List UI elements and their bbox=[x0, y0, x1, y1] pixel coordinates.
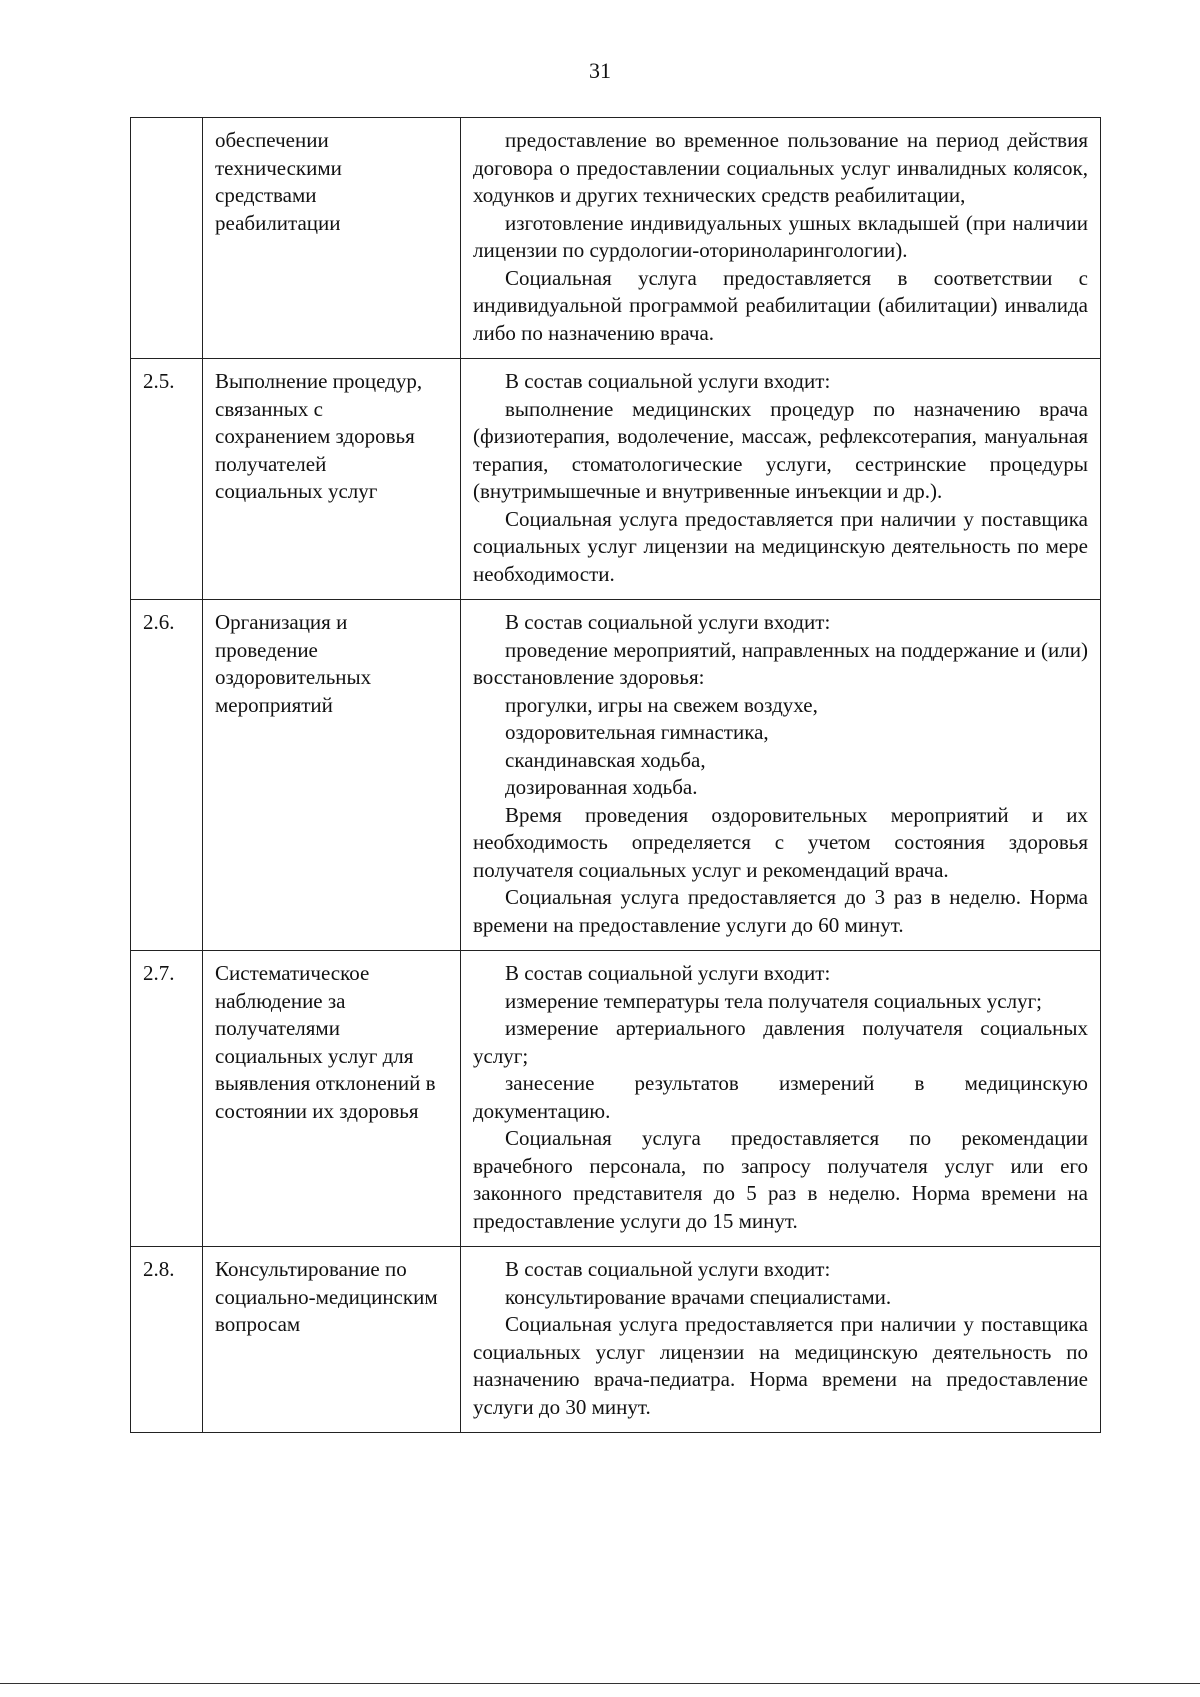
service-name bbox=[203, 118, 461, 359]
table-row bbox=[131, 951, 1101, 1247]
service-name-line: Систематическое bbox=[215, 961, 370, 985]
service-description bbox=[461, 951, 1101, 1247]
service-name-line: получателями bbox=[215, 1016, 340, 1040]
description-paragraph: выполнение медицинских процедур по назначению врача (физиотерапия, водолечение, массаж, рефлексотерапия, мануальная терапия, стоматологические услуги, сестринские процедуры (внутримышечные и внутривенные инъекции и др.). bbox=[473, 396, 1088, 503]
description-paragraph: Социальная услуга предоставляется по рекомендации врачебного персонала, по запросу получателя услуг или его законного представителя до 5 раз в неделю. Норма времени на предоставление услуги до 15 минут. bbox=[473, 1126, 1088, 1233]
service-name-line: наблюдение за bbox=[215, 988, 346, 1013]
service-name-line: проведение bbox=[215, 637, 318, 662]
description-paragraph: изготовление индивидуальных ушных вкладышей (при наличии лицензии по сурдологии-оториноларингологии). bbox=[473, 210, 1088, 262]
service-name-line: мероприятий bbox=[215, 692, 333, 717]
service-name-line: Организация и bbox=[215, 610, 348, 634]
description-paragraph: В состав социальной услуги входит: bbox=[505, 369, 831, 393]
description-paragraph: измерение артериального давления получателя социальных услуг; bbox=[473, 1016, 1088, 1068]
service-name-line: оздоровительных bbox=[215, 665, 372, 689]
service-name-line: Консультирование по bbox=[215, 1257, 407, 1281]
service-name-line: социальных услуг bbox=[215, 479, 378, 503]
service-name-line: реабилитации bbox=[215, 210, 341, 235]
description-paragraph: Время проведения оздоровительных мероприятий и их необходимость определяется с учетом состояния здоровья получателя социальных услуг и рекомендаций врача. bbox=[473, 802, 1088, 882]
page-number: 31 bbox=[589, 58, 611, 83]
list-item: дозированная ходьба. bbox=[505, 775, 698, 799]
service-name-line: обеспечении bbox=[215, 128, 329, 152]
description-paragraph: В состав социальной услуги входит: bbox=[505, 610, 831, 634]
service-name-line: Выполнение процедур, bbox=[215, 369, 423, 393]
description-paragraph: занесение результатов измерений в медицинскую документацию. bbox=[473, 1071, 1088, 1123]
list-item: оздоровительная гимнастика, bbox=[505, 720, 769, 744]
service-name-line: состоянии их здоровья bbox=[215, 1098, 419, 1123]
table-row bbox=[131, 359, 1101, 600]
list-item: прогулки, игры на свежем воздухе, bbox=[505, 692, 818, 717]
service-name-line: социально-медицинским bbox=[215, 1284, 438, 1309]
description-paragraph: измерение температуры тела получателя социальных услуг; bbox=[505, 988, 1043, 1013]
service-name bbox=[203, 600, 461, 951]
description-paragraph: Социальная услуга предоставляется при наличии у поставщика социальных услуг лицензии на медицинскую деятельность по назначению врача-педиатра. Норма времени на предоставление услуги до 30 минут. bbox=[473, 1312, 1088, 1419]
table-row bbox=[131, 118, 1101, 359]
service-name-line: связанных с bbox=[215, 396, 323, 421]
service-description bbox=[461, 1247, 1101, 1433]
service-description bbox=[461, 359, 1101, 600]
row-number: 2.8. bbox=[131, 1247, 203, 1433]
description-paragraph: проведение мероприятий, направленных на поддержание и (или) восстановление здоровья: bbox=[473, 637, 1088, 689]
row-number bbox=[131, 118, 203, 359]
description-paragraph: консультирование врачами специалистами. bbox=[505, 1284, 892, 1309]
service-name bbox=[203, 951, 461, 1247]
list-item: скандинавская ходьба, bbox=[505, 747, 706, 772]
row-number: 2.6. bbox=[131, 600, 203, 951]
service-description bbox=[461, 118, 1101, 359]
description-paragraph: В состав социальной услуги входит: bbox=[505, 1257, 831, 1281]
row-number: 2.5. bbox=[131, 359, 203, 600]
service-name-line: вопросам bbox=[215, 1312, 301, 1336]
row-number: 2.7. bbox=[131, 951, 203, 1247]
service-name-line: сохранением здоровья bbox=[215, 424, 415, 448]
table-row bbox=[131, 600, 1101, 951]
services-table bbox=[130, 117, 1101, 1433]
service-name bbox=[203, 1247, 461, 1433]
service-name-line: средствами bbox=[215, 183, 317, 207]
description-paragraph: Социальная услуга предоставляется до 3 раз в неделю. Норма времени на предоставление услуги до 60 минут. bbox=[473, 885, 1088, 937]
service-description bbox=[461, 600, 1101, 951]
bottom-rule bbox=[0, 1683, 1200, 1684]
description-paragraph: Социальная услуга предоставляется в соответствии с индивидуальной программой реабилитации (абилитации) инвалида либо по назначению врача. bbox=[473, 265, 1088, 345]
service-name bbox=[203, 359, 461, 600]
service-name-line: социальных услуг для bbox=[215, 1043, 414, 1068]
description-paragraph: В состав социальной услуги входит: bbox=[505, 961, 831, 985]
description-paragraph: Социальная услуга предоставляется при наличии у поставщика социальных услуг лицензии на медицинскую деятельность по мере необходимости. bbox=[473, 506, 1088, 586]
service-name-line: выявления отклонений в bbox=[215, 1071, 436, 1095]
service-name-line: получателей bbox=[215, 451, 327, 476]
description-paragraph: предоставление во временное пользование на период действия договора о предоставлении социальных услуг инвалидных колясок, ходунков и других технических средств реабилитации, bbox=[473, 128, 1088, 207]
table-row bbox=[131, 1247, 1101, 1433]
service-name-line: техническими bbox=[215, 155, 342, 180]
